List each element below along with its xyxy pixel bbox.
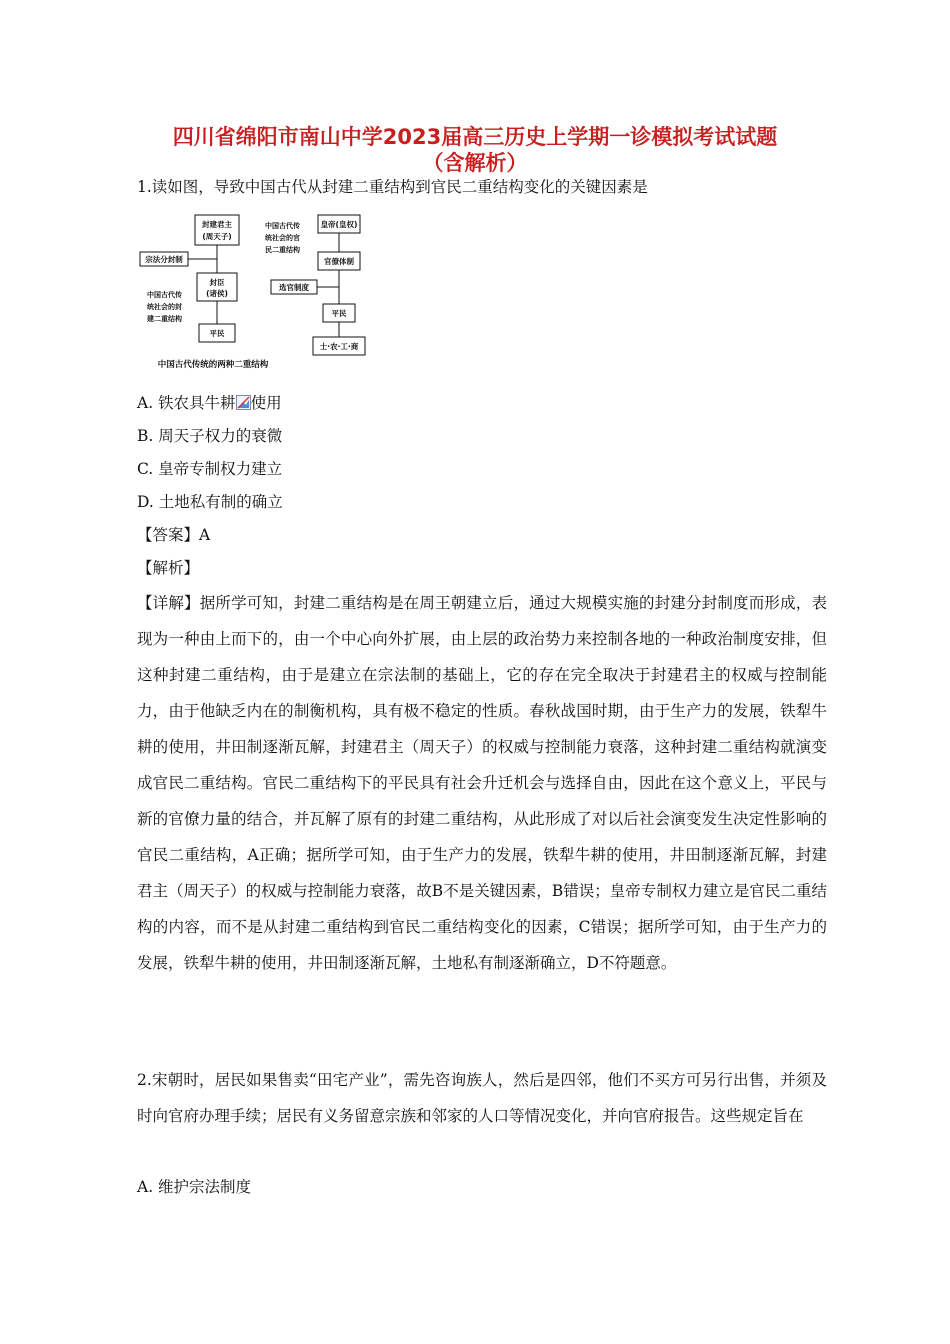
- box-selection-system: 选官制度: [279, 283, 309, 292]
- diagram-caption: 中国古代传统的两种二重结构: [157, 360, 269, 370]
- detail-label: 【详解】: [137, 594, 200, 612]
- box-nobles: (诸侯): [206, 289, 228, 298]
- option-b: B. 周天子权力的衰微: [137, 427, 283, 445]
- option-a-text-end: 使用: [250, 394, 282, 412]
- question-2-option-a: A. 维护宗法制度: [137, 1178, 252, 1196]
- option-c: C. 皇帝专制权力建立: [137, 460, 283, 478]
- right-caption-2: 统社会的官: [265, 234, 300, 242]
- document-title: 四川省绵阳市南山中学2023届高三历史上学期一诊模拟考试试题: [172, 125, 778, 149]
- box-commoners-right: 平民: [331, 309, 347, 318]
- option-a-text: A. 铁农具牛耕: [137, 394, 236, 412]
- detail-text: 据所学可知，封建二重结构是在周王朝建立后，通过大规模实施的封建分封制度而形成，表现为一种由上而下的，由一个中心向外扩展，由上层的政治势力来控制各地的一种政治制度安排，但这种封建二重结构，由于是建立在宗法制的基础上，它的存在完全取决于封建君主的权威与控制能力，由于他缺乏内在的制衡机构，具有极不稳定的性质。春秋战国时期，由于生产力的发展，铁犁牛耕的使用，井田制逐渐瓦解，封建君主（周天子）的权威与控制能力衰落，这种封建二重结构就演变成官民二重结构。官民二重结构下的平民具有社会升迁机会与选择自由，因此在这个意义上，平民与新的官僚力量的结合，并瓦解了原有的封建二重结构，从此形成了对以后社会演变发生决定性影响的官民二重结构，A正确；据所学可知，由于生产力的发展，铁犁牛耕的使用，井田制逐渐瓦解，封建君主（周天子）的权威与控制能力衰落，故B不是关键因素，B错误；皇帝专制权力建立是官民二重结构的内容，而不是从封建二重结构到官民二重结构变化的因素，C错误；据所学可知，由于生产力的发展，铁犁牛耕的使用，井田制逐渐瓦解，土地私有制逐渐确立，D不符题意。: [137, 594, 827, 972]
- answer: 【答案】A: [137, 526, 211, 544]
- box-feudal-monarch: 封建君主: [202, 220, 232, 229]
- option-a: [137, 392, 282, 414]
- broken-image-icon: [236, 394, 251, 409]
- structure-diagram: [137, 212, 377, 372]
- left-caption-1: 中国古代传: [147, 291, 182, 299]
- document-title-suffix: （含解析）: [422, 151, 528, 175]
- box-emperor: 皇帝(皇权): [320, 220, 358, 229]
- box-commoners-left: 平民: [209, 329, 225, 338]
- question-2-stem: 2.宋朝时，居民如果售卖“田宅产业”，需先咨询族人，然后是四邻，他们不买方可另行出售，并须及时向官府办理手续；居民有义务留意宗族和邻家的人口等情况变化，并向官府报告。这些规定旨在: [137, 1071, 827, 1125]
- box-zhou-king: (周天子): [202, 232, 232, 241]
- right-caption-3: 民二重结构: [265, 246, 300, 254]
- right-caption-1: 中国古代传: [265, 222, 300, 230]
- analysis-label: 【解析】: [137, 559, 200, 577]
- left-caption-3: 建二重结构: [147, 315, 182, 323]
- detail-paragraph: [137, 585, 827, 981]
- option-d: D. 土地私有制的确立: [137, 493, 283, 511]
- box-four-occupations: 士·农·工·商: [319, 342, 359, 351]
- question-1-stem: 1.读如图，导致中国古代从封建二重结构到官民二重结构变化的关键因素是: [137, 178, 648, 196]
- box-vassal: 封臣: [209, 278, 225, 287]
- box-enfeoffment: 宗法分封制: [145, 255, 183, 264]
- left-caption-2: 统社会的封: [147, 303, 182, 311]
- box-bureaucracy: 官僚体制: [324, 257, 354, 266]
